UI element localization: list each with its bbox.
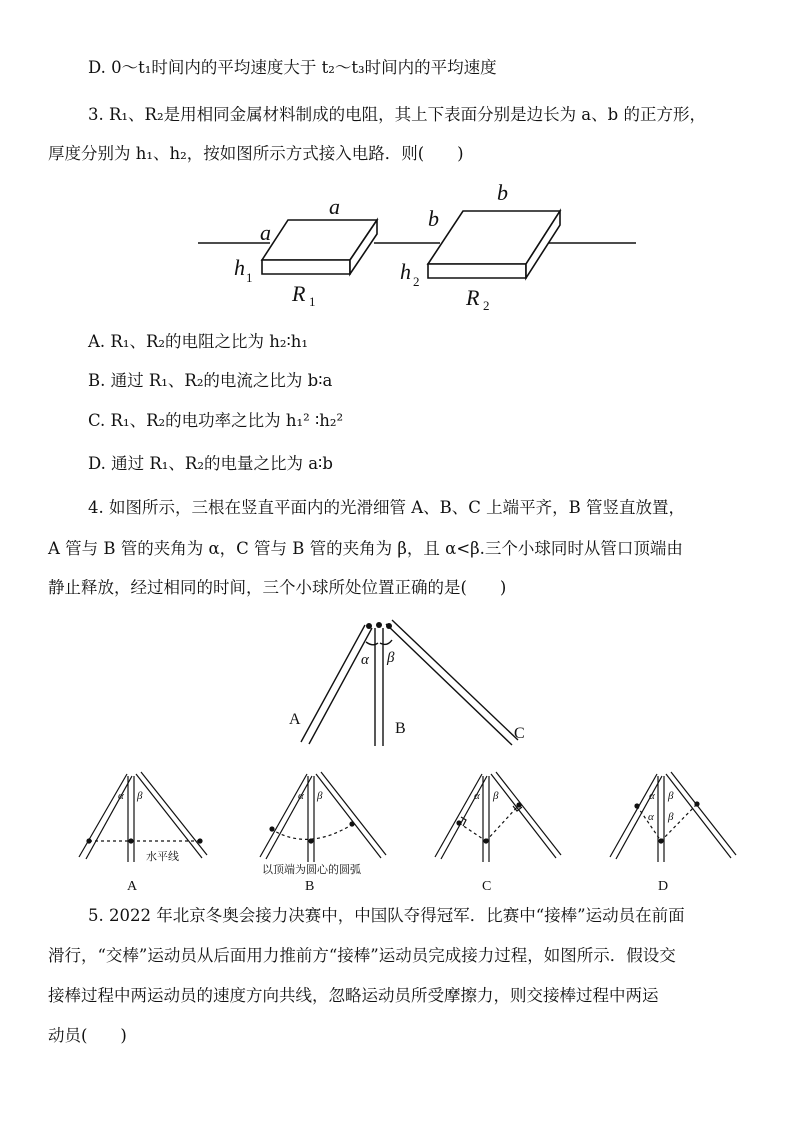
label-r2-sub: 2 bbox=[483, 298, 490, 313]
opt-d-alpha-top: α bbox=[649, 790, 655, 802]
q4-stem-line1: 4. 如图所示，三根在竖直平面内的光滑细管 A、B、C 上端平齐，B 管竖直放置， bbox=[88, 498, 686, 517]
opt-c-alpha: α bbox=[474, 790, 480, 802]
q4-stem-line2: A 管与 B 管的夹角为 α，C 管与 B 管的夹角为 β，且 α<β.三个小球同时从管口顶端由 bbox=[48, 539, 683, 558]
opt-b-label: B bbox=[305, 879, 315, 894]
opt-d-label: D bbox=[658, 879, 669, 894]
q3-stem-line1: 3. R₁、R₂是用相同金属材料制成的电阻，其上下表面分别是边长为 a、b 的正方形， bbox=[88, 105, 706, 124]
q3-option-c: C. R₁、R₂的电功率之比为 h₁² ∶h₂² bbox=[88, 411, 344, 430]
tubes-figure bbox=[301, 620, 518, 746]
q4-stem-line3: 静止释放，经过相同的时间，三个小球所处位置正确的是( ) bbox=[48, 578, 507, 597]
label-tube-c: C bbox=[514, 725, 525, 742]
opt-a-label: A bbox=[127, 879, 138, 894]
q3-option-d: D. 通过 R₁、R₂的电量之比为 a∶b bbox=[88, 454, 333, 473]
opt-d-beta-top: β bbox=[668, 790, 674, 802]
label-beta: β bbox=[387, 650, 395, 666]
q5-stem-line4: 动员( ) bbox=[48, 1026, 127, 1045]
label-r2: R bbox=[466, 285, 480, 310]
opt-b-beta: β bbox=[317, 790, 323, 802]
q3-stem-line2: 厚度分别为 h₁、h₂，按如图所示方式接入电路．则( ) bbox=[48, 144, 464, 163]
q5-stem-line3: 接棒过程中两运动员的速度方向共线，忽略运动员所受摩擦力，则交接棒过程中两运 bbox=[48, 986, 659, 1005]
label-h1-sub: 1 bbox=[246, 270, 253, 285]
label-a-side: a bbox=[260, 220, 271, 245]
label-b-side: b bbox=[428, 206, 439, 231]
label-alpha: α bbox=[361, 652, 369, 668]
label-tube-b: B bbox=[395, 720, 406, 737]
label-r1-sub: 1 bbox=[309, 294, 316, 309]
option-b-diagram bbox=[260, 772, 386, 862]
label-a-top: a bbox=[329, 194, 340, 219]
option-a-diagram bbox=[79, 772, 207, 862]
prev-option-d: D. 0～t₁时间内的平均速度大于 t₂～t₃时间内的平均速度 bbox=[88, 58, 497, 77]
q5-stem-line2: 滑行，“交棒”运动员从后面用力推前方“接棒”运动员完成接力过程，如图所示．假设交 bbox=[48, 946, 676, 965]
resistor-r1 bbox=[262, 220, 377, 274]
top-ball-c bbox=[386, 623, 392, 629]
q3-option-b: B. 通过 R₁、R₂的电流之比为 b∶a bbox=[88, 371, 333, 390]
opt-a-beta: β bbox=[137, 790, 143, 802]
opt-a-alpha: α bbox=[118, 790, 124, 802]
opt-c-label: C bbox=[482, 879, 492, 894]
label-h2: h bbox=[400, 259, 411, 284]
label-h1: h bbox=[234, 255, 245, 280]
opt-b-alpha: α bbox=[298, 790, 304, 802]
opt-a-note: 水平线 bbox=[146, 851, 179, 863]
q3-option-a: A. R₁、R₂的电阻之比为 h₂∶h₁ bbox=[88, 332, 309, 351]
option-c-diagram bbox=[435, 772, 561, 862]
resistor-r2 bbox=[428, 211, 560, 278]
label-tube-a: A bbox=[289, 711, 301, 728]
opt-d-beta-low: β bbox=[668, 811, 674, 823]
top-ball-b bbox=[376, 622, 382, 628]
opt-d-alpha-low: α bbox=[648, 811, 654, 823]
top-ball-a bbox=[366, 623, 372, 629]
label-h2-sub: 2 bbox=[413, 274, 420, 289]
opt-b-note: 以顶端为圆心的圆弧 bbox=[262, 864, 361, 876]
q5-stem-line1: 5. 2022 年北京冬奥会接力决赛中，中国队夺得冠军．比赛中“接棒”运动员在前面 bbox=[88, 906, 685, 925]
label-r1: R bbox=[292, 281, 306, 306]
label-b-top: b bbox=[497, 180, 508, 205]
opt-c-beta: β bbox=[493, 790, 499, 802]
